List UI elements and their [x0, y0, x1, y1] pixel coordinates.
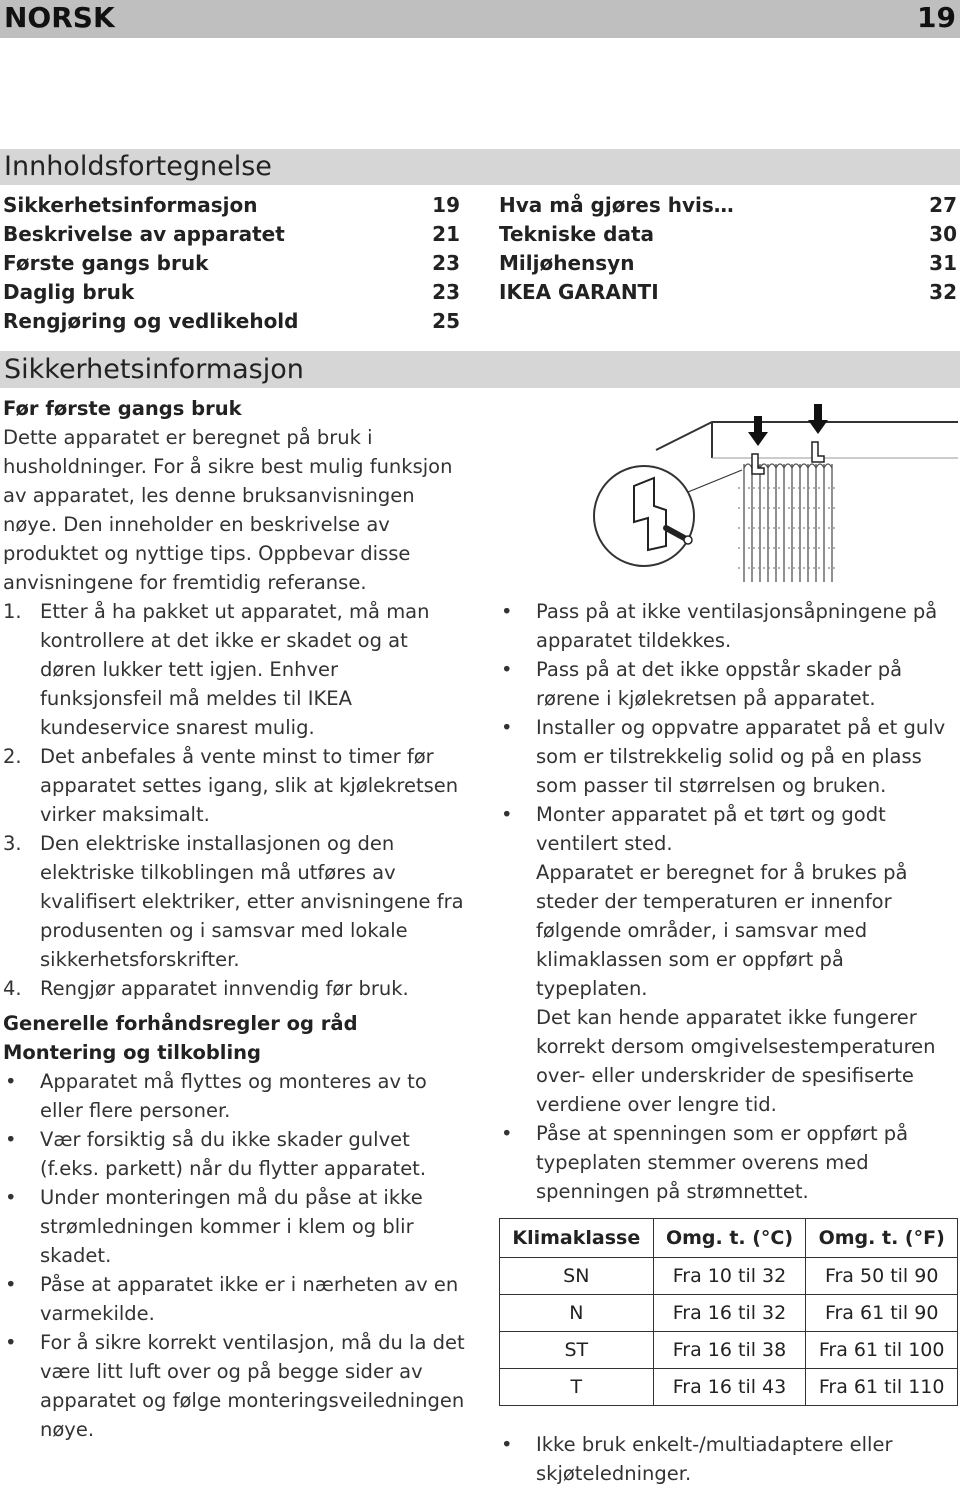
column-header: Omg. t. (°C)	[653, 1219, 806, 1258]
toc-entry[interactable]	[3, 191, 460, 220]
toc-entry-label: Rengjøring og vedlikehold	[3, 309, 299, 333]
toc-entry[interactable]	[3, 220, 460, 249]
climate-warning-paragraph: Det kan hende apparatet ikke fungerer korrekt dersom omgivelsestemperaturen over- eller underskrider de spesifiserte verdiene over lengre tid.	[536, 1006, 936, 1116]
bullet-text: Under monteringen må du påse at ikke strømledningen kommer i klem og blir skadet.	[40, 1186, 423, 1267]
table-cell: N	[500, 1295, 654, 1332]
step-text: Det anbefales å vente minst to timer før apparatet settes igang, slik at kjølekretsen virker maksimalt.	[40, 745, 459, 826]
toc-entry-label: Daglig bruk	[3, 280, 135, 304]
toc-entry-page: 30	[929, 222, 957, 246]
safety-title-band	[0, 351, 960, 388]
bullet-text: Ikke bruk enkelt-/multiadaptere eller skjøteledninger.	[536, 1433, 893, 1485]
bullet-text: Monter apparatet på et tørt og godt ventilert sted.	[536, 803, 886, 855]
table-cell: Fra 10 til 32	[653, 1258, 806, 1295]
toc-entry-page: 23	[432, 251, 460, 275]
toc-entry-page: 19	[432, 193, 460, 217]
bullet-item: • Påse at spenningen som er oppført på typeplaten stemmer overens med spenningen på strømnettet.	[501, 1122, 909, 1203]
table-cell: ST	[500, 1332, 654, 1369]
toc-entry-page: 25	[432, 309, 460, 333]
toc-title-band	[0, 149, 960, 185]
table-cell: Fra 50 til 90	[806, 1258, 958, 1295]
table-cell: Fra 61 til 100	[806, 1332, 958, 1369]
toc-entry[interactable]	[3, 249, 460, 278]
final-bullet-block	[499, 1430, 959, 1488]
table-cell: SN	[500, 1258, 654, 1295]
down-arrow-icon	[748, 416, 768, 446]
first-use-heading: Før første gangs bruk	[3, 397, 242, 420]
toc-entry-label: Første gangs bruk	[3, 251, 209, 275]
bullet-text: Apparatet må flyttes og monteres av to eller flere personer.	[40, 1070, 427, 1122]
toc-entry[interactable]	[499, 249, 957, 278]
bullet-item: • Apparatet må flyttes og monteres av to eller flere personer.	[5, 1070, 427, 1122]
toc-entry-label: Hva må gjøres hvis…	[499, 193, 734, 217]
bullet-item: • Monter apparatet på et tørt og godt ventilert sted.	[501, 803, 886, 855]
column-header: Klimaklasse	[500, 1219, 654, 1258]
down-arrow-icon	[808, 404, 828, 434]
table-cell: Fra 16 til 43	[653, 1369, 806, 1406]
toc-entry-page: 23	[432, 280, 460, 304]
table-cell: Fra 16 til 32	[653, 1295, 806, 1332]
table-cell: T	[500, 1369, 654, 1406]
climate-paragraph: Apparatet er beregnet for å brukes på steder der temperaturen er innenfor følgende områder, i samsvar med klimaklassen som er oppført på typeplaten.	[536, 861, 908, 1000]
numbered-step: 1. Etter å ha pakket ut apparatet, må man kontrollere at det ikke er skadet og at døren lukker tett igjen. Enhver funksjonsfeil må meldes til IKEA kundeservice snarest mulig.	[3, 600, 430, 739]
step-text: Rengjør apparatet innvendig før bruk.	[40, 977, 409, 1000]
numbered-step: 4. Rengjør apparatet innvendig før bruk.	[3, 977, 409, 1000]
spacer-illustration	[592, 398, 958, 584]
numbered-step: 3. Den elektriske installasjonen og den elektriske tilkoblingen må utføres av kvalifisert elektriker, etter anvisningene fra produsenten og i samsvar med lokale sikkerhetsforskrifter.	[3, 832, 464, 971]
toc-entry[interactable]	[499, 220, 957, 249]
table-row	[500, 1295, 958, 1332]
table-row	[500, 1258, 958, 1295]
numbered-step: 2. Det anbefales å vente minst to timer før apparatet settes igang, slik at kjølekretsen virker maksimalt.	[3, 745, 459, 826]
step-text: Etter å ha pakket ut apparatet, må man kontrollere at det ikke er skadet og at døren lukker tett igjen. Enhver funksjonsfeil må meldes til IKEA kundeservice snarest mulig.	[40, 600, 430, 739]
bullet-item: • For å sikre korrekt ventilasjon, må du la det være litt luft over og på begge sider av apparatet og følge monteringsveiledningen nøye.	[5, 1331, 465, 1441]
language-label: NORSK	[4, 1, 115, 34]
bullet-text: Vær forsiktig så du ikke skader gulvet (f.eks. parkett) når du flytter apparatet.	[40, 1128, 427, 1180]
toc-entry-label: IKEA GARANTI	[499, 280, 659, 304]
bullet-text: Installer og oppvatre apparatet på et gulv som er tilstrekkelig solid og på en plass som passer til størrelsen og bruken.	[536, 716, 946, 797]
table-cell: Fra 16 til 38	[653, 1332, 806, 1369]
table-cell: Fra 61 til 110	[806, 1369, 958, 1406]
toc-entry-page: 32	[929, 280, 957, 304]
toc-entry[interactable]	[499, 278, 957, 307]
bullet-item: • Ikke bruk enkelt-/multiadaptere eller skjøteledninger.	[501, 1433, 893, 1485]
page-header	[0, 0, 960, 38]
bullet-item: • Vær forsiktig så du ikke skader gulvet (f.eks. parkett) når du flytter apparatet.	[5, 1128, 427, 1180]
spacer-bracket-icon	[812, 442, 824, 462]
intro-paragraph: Dette apparatet er beregnet på bruk i husholdninger. For å sikre best mulig funksjon av apparatet, les denne bruksanvisningen nøye. Den inneholder en beskrivelse av produktet og nyttige tips. Oppbevar disse anvisningene for fremtidig referanse.	[3, 426, 453, 594]
toc-entry-label: Miljøhensyn	[499, 251, 635, 275]
condenser-coil-icon	[738, 464, 838, 582]
toc-entry[interactable]	[3, 278, 460, 307]
toc-title: Innholdsfortegnelse	[4, 151, 272, 182]
step-text: Den elektriske installasjonen og den elektriske tilkoblingen må utføres av kvalifisert elektriker, etter anvisningene fra produsenten og i samsvar med lokale sikkerhetsforskrifter.	[40, 832, 464, 971]
bullet-text: Pass på at ikke ventilasjonsåpningene på apparatet tildekkes.	[536, 600, 938, 652]
bullet-text: Pass på at det ikke oppstår skader på rørene i kjølekretsen på apparatet.	[536, 658, 903, 710]
toc-entry-label: Tekniske data	[499, 222, 655, 246]
fridge-outline	[656, 422, 958, 450]
table-header-row	[500, 1219, 958, 1258]
toc-entry-page: 31	[929, 251, 957, 275]
general-heading: Generelle forhåndsregler og råd	[3, 1012, 358, 1035]
toc-entry-label: Beskrivelse av apparatet	[3, 222, 285, 246]
section-title: Sikkerhetsinformasjon	[4, 354, 304, 385]
bullet-item: • Installer og oppvatre apparatet på et gulv som er tilstrekkelig solid og på en plass som passer til størrelsen og bruken.	[501, 716, 946, 797]
toc-entry[interactable]	[499, 191, 957, 220]
table-cell: Fra 61 til 90	[806, 1295, 958, 1332]
toc-entry-label: Sikkerhetsinformasjon	[3, 193, 258, 217]
bullet-text: Påse at spenningen som er oppført på typeplaten stemmer overens med spenningen på strømnettet.	[536, 1122, 909, 1203]
mounting-heading: Montering og tilkobling	[3, 1041, 262, 1064]
bullet-text: Påse at apparatet ikke er i nærheten av en varmekilde.	[40, 1273, 459, 1325]
bullet-item: • Pass på at det ikke oppstår skader på rørene i kjølekretsen på apparatet.	[501, 658, 903, 710]
bullet-item: • Under monteringen må du påse at ikke strømledningen kommer i klem og blir skadet.	[5, 1186, 423, 1267]
right-column	[499, 597, 959, 1206]
column-header: Omg. t. (°F)	[806, 1219, 958, 1258]
bullet-item: • Pass på at ikke ventilasjonsåpningene på apparatet tildekkes.	[501, 600, 938, 652]
climate-class-table	[499, 1218, 958, 1406]
page-number: 19	[917, 1, 956, 34]
left-column	[3, 394, 465, 1444]
table-row	[500, 1369, 958, 1406]
toc-entry-page: 21	[432, 222, 460, 246]
toc-entry[interactable]	[3, 307, 460, 336]
bullet-text: For å sikre korrekt ventilasjon, må du la det være litt luft over og på begge sider av apparatet og følge monteringsveiledningen nøye.	[40, 1331, 465, 1441]
table-row	[500, 1332, 958, 1369]
toc-entry-page: 27	[929, 193, 957, 217]
bullet-item: • Påse at apparatet ikke er i nærheten av en varmekilde.	[5, 1273, 459, 1325]
